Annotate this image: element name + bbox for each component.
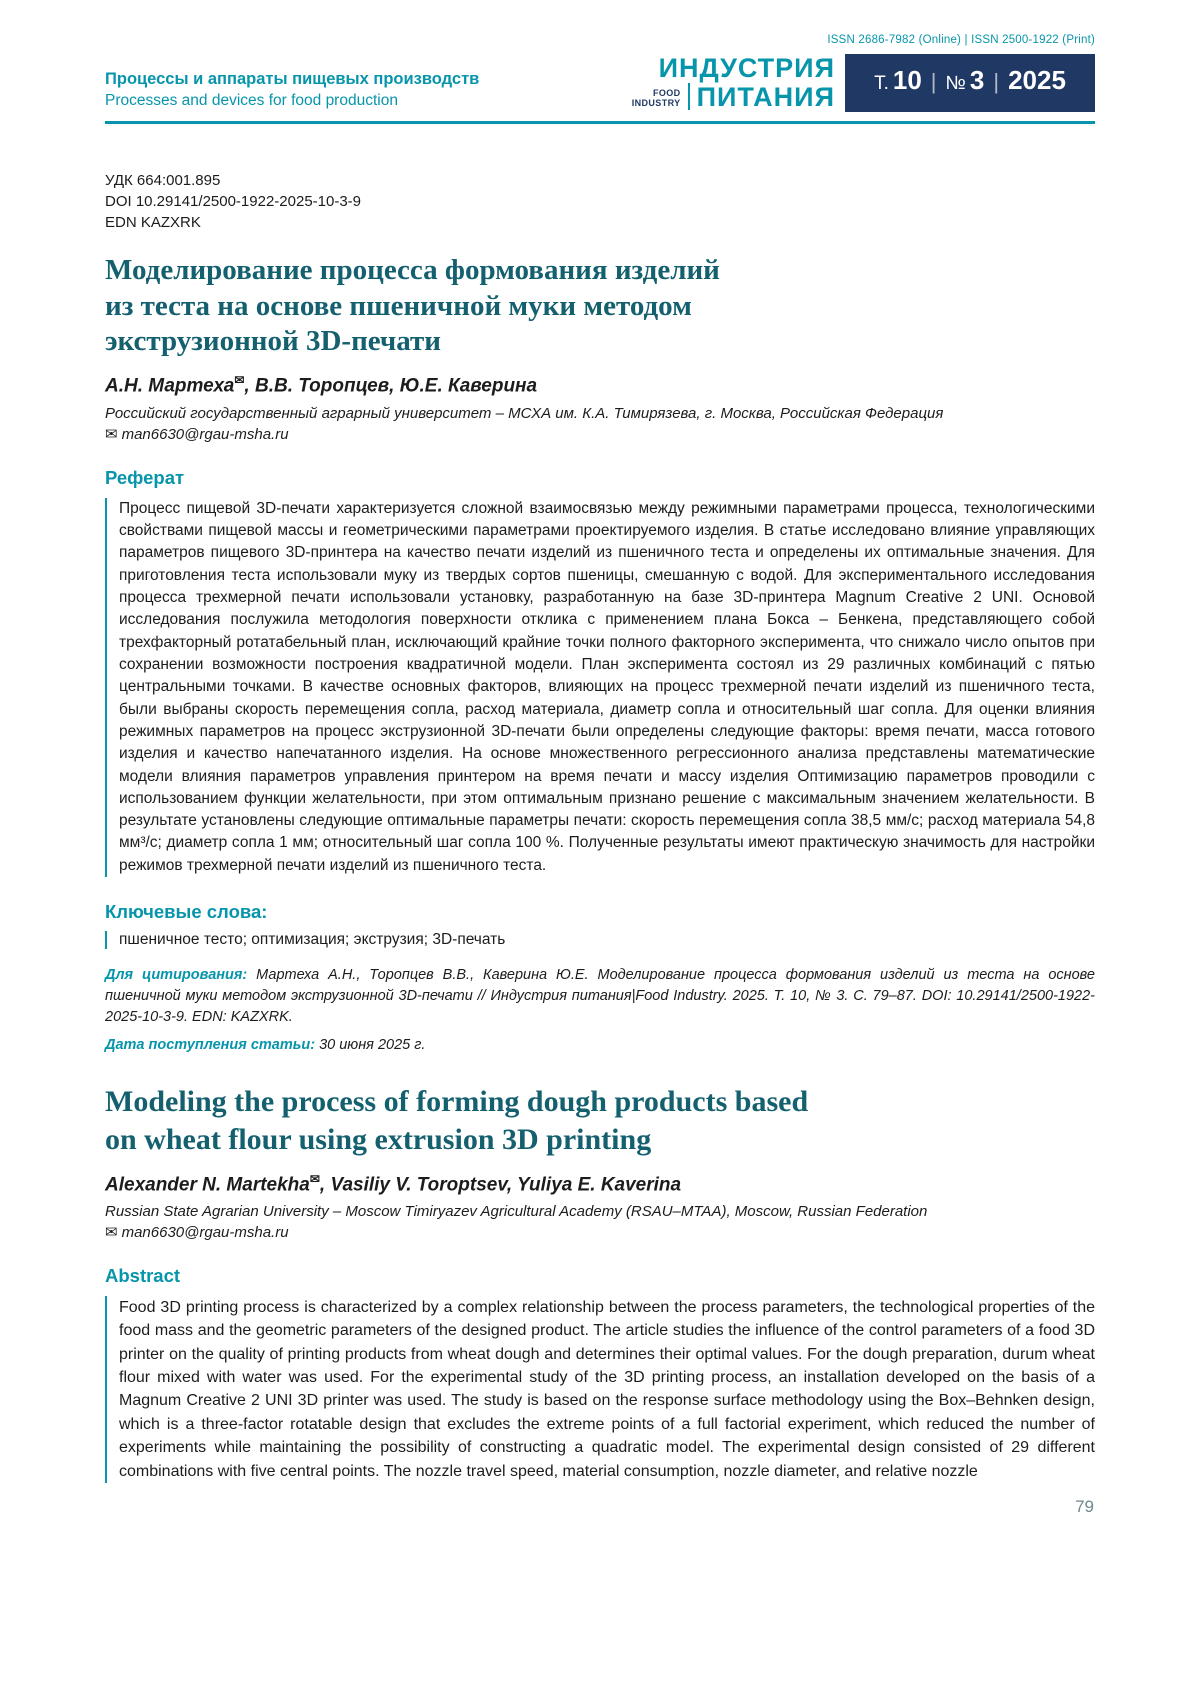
article-title-ru: Моделирование процесса формования изделий из теста на основе пшеничной муки методом экструзионной 3D-печати: [105, 253, 720, 358]
envelope-icon: ✉: [309, 1171, 320, 1186]
citation-label: Для цитирования:: [105, 967, 248, 984]
journal-name-ru: Процессы и аппараты пищевых производств: [105, 69, 480, 88]
received-date-block: [105, 1037, 1095, 1053]
doi-number: DOI 10.29141/2500-1922-2025-10-3-9: [105, 192, 362, 210]
volume-separator: |: [930, 69, 937, 94]
journal-name-en: Processes and devices for food production: [105, 91, 398, 109]
author-en-1: Alexander N. Martekha: [105, 1174, 310, 1196]
citation-text: Мартеха А.Н., Торопцев В.В., Каверина Ю.Е. Моделирование процесса формования изделий из теста на основе пшеничной муки методом экструзионной 3D-печати // Индустрия питания|Food Industry. 2025. Т. 10, № 3. С. 79–87. DOI: 10.29141/2500-1922-2025-10-3-9. EDN: KAZXRK.: [105, 967, 1095, 1026]
issue-value: № 3: [945, 65, 985, 95]
received-date-label: Дата поступления статьи:: [105, 1037, 316, 1054]
page-number: 79: [1075, 1497, 1094, 1516]
author-ru-1: А.Н. Мартеха: [105, 375, 235, 397]
envelope-icon: ✉: [105, 425, 118, 443]
keywords-ru: пшеничное тесто; оптимизация; экструзия; 3D-печать: [105, 931, 1095, 949]
journal-logo: [632, 54, 835, 112]
udk-number: УДК 664:001.895: [105, 171, 221, 189]
abstract-en: Food 3D printing process is characterized by a complex relationship between the process parameters, the technological properties of the food mass and the geometric parameters of the designed product. The article studies the influence of the control parameters of a food 3D printer on the quality of printing products from wheat dough and determines their optimal values. For the dough preparation, durum wheat flour mixed with water was used. For the experimental study of the 3D printing process, an installation developed on the basis of a Magnum Creative 2 UNI 3D printer was used. The study is based on the response surface methodology using the Box–Behnken design, which is a three-factor rotatable design that excludes the extreme points of a full factorial experiment, which reduced the number of experiments while maintaining the possibility of constructing a quadratic model. The experimental design consisted of 29 different combinations with five central points. The nozzle travel speed, material consumption, nozzle diameter, and relative nozzle: [105, 1296, 1095, 1483]
affiliation-en: Russian State Agrarian University – Moscow Timiryazev Agricultural Academy (RSAU–MTAA), Moscow, Russian Federation: [105, 1203, 928, 1221]
authors-ru-rest: , В.В. Торопцев, Ю.Е. Каверина: [244, 375, 538, 397]
logo-divider: [688, 83, 690, 109]
journal-header: [105, 54, 1095, 124]
article-identifiers: [105, 170, 1095, 234]
journal-brand: [632, 54, 1095, 112]
year-value: 2025: [1008, 65, 1066, 95]
authors-ru: [105, 373, 1095, 397]
email-link[interactable]: man6630@rgau-msha.ru: [121, 425, 289, 443]
affiliation-ru: Российский государственный аграрный университет – МСХА им. К.А. Тимирязева, г. Москва, Российская Федерация: [105, 404, 944, 422]
logo-food-industry: [632, 88, 681, 112]
received-date-value: 30 июня 2025 г.: [315, 1037, 426, 1054]
envelope-icon: ✉: [234, 373, 245, 388]
authors-en-rest: , Vasiliy V. Toroptsev, Yuliya E. Kaverina: [319, 1174, 682, 1196]
journal-names: [105, 70, 479, 112]
article-title-en: Modeling the process of forming dough products based on wheat flour using extrusion 3D printing: [105, 1085, 809, 1156]
logo-line-industriya: ИНДУСТРИЯ: [658, 53, 835, 83]
citation-block: [105, 965, 1095, 1028]
email-link-en[interactable]: man6630@rgau-msha.ru: [121, 1224, 289, 1242]
issue-separator: |: [993, 69, 1000, 94]
authors-en: [105, 1172, 1095, 1196]
volume-value: Т. 10: [874, 65, 922, 95]
section-heading-keywords: Ключевые слова:: [105, 901, 268, 923]
issn-line: ISSN 2686-7982 (Online) | ISSN 2500-1922 (Print): [827, 34, 1095, 46]
logo-line-pitaniya: ПИТАНИЯ: [696, 82, 835, 113]
email-ru: [105, 425, 1095, 443]
section-heading-abstract: Abstract: [105, 1265, 181, 1287]
logo-industry-label: INDUSTRY: [631, 98, 681, 109]
logo-food-label: FOOD: [652, 88, 681, 98]
email-en: [105, 1223, 1095, 1241]
volume-issue-box: [845, 54, 1095, 112]
logo-line-bottom: [632, 83, 835, 111]
section-heading-referat: Реферат: [105, 466, 185, 488]
edn-number: EDN KAZXRK: [105, 214, 201, 232]
envelope-icon: ✉: [105, 1224, 118, 1242]
abstract-ru: Процесс пищевой 3D-печати характеризуется сложной взаимосвязью между режимными параметрами процесса, технологическими свойствами пищевой массы и геометрическими параметрами проектируемого изделия. В статье исследовано влияние управляющих параметров пищевого 3D-принтера на качество печати изделий из пшеничного теста и определены их оптимальные значения. Для приготовления теста использовали муку из твердых сортов пшеницы, смешанную с водой. Для экспериментального исследования процесса трехмерной печати использовали установку, разработанную на базе 3D-принтера Magnum Creative 2 UNI. Основой исследования послужила методология поверхности отклика с применением плана Бокса – Бенкена, представляющего собой трехфакторный ротатабельный план, исключающий крайние точки полного факторного эксперимента, что снижало число опытов при сохранении возможности построения квадратичной модели. План эксперимента состоял из 29 различных комбинаций с пятью центральными точками. В качестве основных факторов, влияющих на процесс трехмерной печати изделий из пшеничного теста, были выбраны скорость перемещения сопла, расход материала, диаметр сопла и относительный шаг сопла. Для оценки влияния режимных параметров на процесс экструзионной 3D-печати были определены следующие факторы: время печати, масса готового изделия и качество напечатанного изделия. На основе множественного регрессионного анализа представлены математические модели влияния параметров управления принтером на время печати и массу изделия Оптимизацию параметров проводили с использованием функции желательности, при этом оптимальным признано решение с максимальным значением желательности. В результате установлены следующие оптимальные параметры печати: скорость перемещения сопла 38,5 мм/с; расход материала 54,8 мм³/с; диаметр сопла 1 мм; относительный шаг сопла 100 %. Полученные результаты имеют практическую значимость для настройки режимов трехмерной печати изделий из пшеничного теста.: [105, 498, 1095, 877]
